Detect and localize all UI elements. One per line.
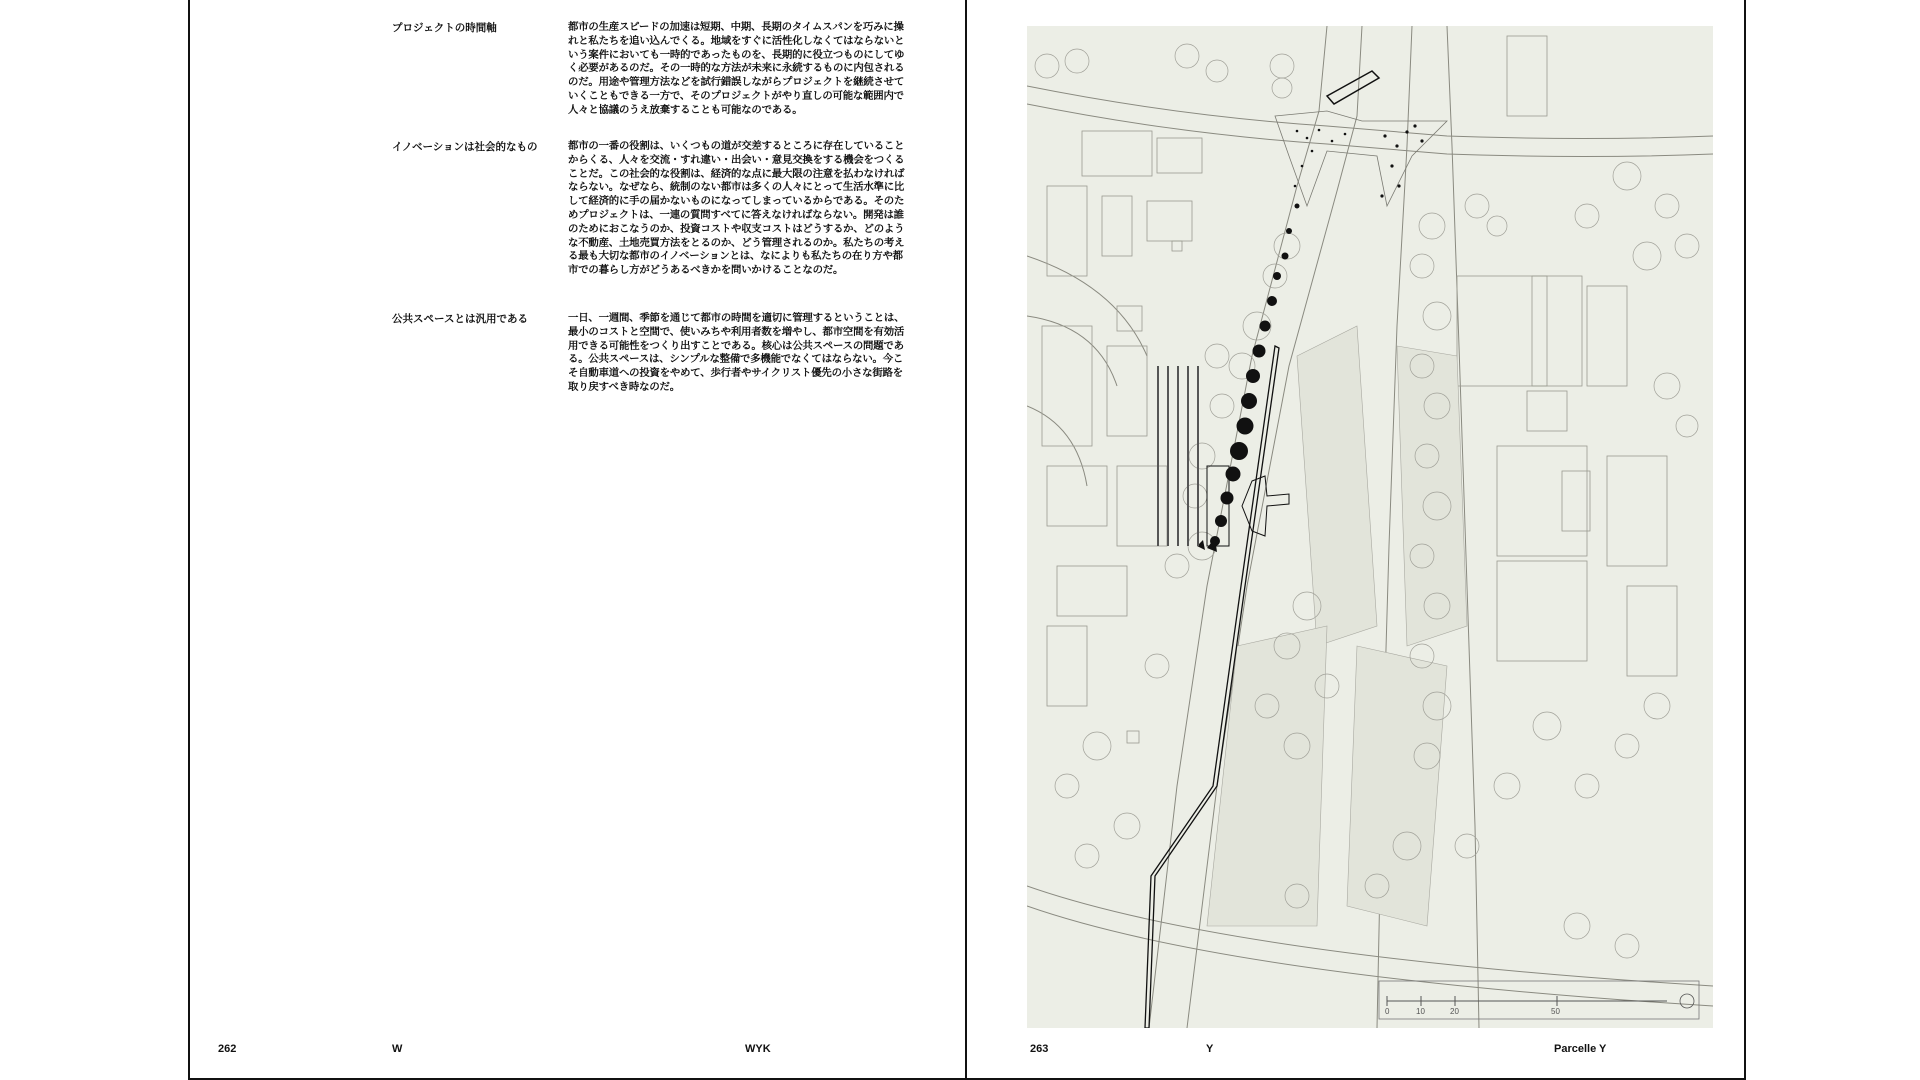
parking-rows (1157, 366, 1199, 546)
plaza-outline (1275, 111, 1447, 206)
section-body: 都市の生産スピードの加速は短期、中期、長期のタイムスパンを巧みに操れと私たちを追い込んでくる。地域をすぐに活性化しなくてはならないという案件においても一時的であったものを、長期的に役立つものにしてゆく必要があるのだ。その一時的な方法が未来に永続するものに内包されるのだ。用途や管理方法などを試行錯誤しながらプロジェクトを継続させていくこともできる一方で、そのプロジェクトがやり直しの可能な範囲内で人々と協議のうえ放棄することも可能なのである。 (568, 21, 905, 116)
left-footer-letter: W (392, 1043, 403, 1055)
boulevard-plantings (1197, 204, 1300, 553)
right-footer-title: Parcelle Y (1554, 1043, 1607, 1055)
page-gutter (965, 0, 967, 1080)
scale-bar (1379, 981, 1699, 1019)
section-heading: プロジェクトの時間軸 (392, 22, 497, 34)
scale-label-50: 50 (1551, 1007, 1560, 1016)
section-heading: 公共スペースとは汎用である (392, 313, 528, 325)
north-arrow-icon (1680, 994, 1694, 1008)
section-body: 都市の一番の役割は、いくつもの道が交差するところに存在していることからくる、人々を交流・すれ違い・出会い・意見交換をする機会をつくることだ。この社会的な役割は、経済的な点に最大限の注意を払わなければならない。なぜなら、統制のない都市は多くの人々にとって生活水準に比して経済的に手の届かないものになってしまっているからである。そのためプロジェクトは、一連の質問すべてに答えなければならない。開発は誰のためにおこなうのか、投資コストや収支コストはどうするか、どのような不動産、土地売買方法をとるのか、どう管理されるのか。私たちの考える最も大切な都市のイノベーションとは、なによりも私たちの在り方や都市での暮らし方がどうあるべきかを問いかけることなのだ。 (568, 140, 905, 277)
left-page-number: 262 (218, 1043, 237, 1055)
green-areas (1207, 326, 1467, 926)
right-footer-letter: Y (1206, 1043, 1214, 1055)
right-page-number: 263 (1030, 1043, 1049, 1055)
site-plan-drawing (1027, 26, 1713, 1028)
plaza-dots (1294, 124, 1424, 197)
section-body: 一日、一週間、季節を通じて都市の時間を適切に管理するということは、最小のコストと空間で、使いみちや利用者数を増やし、都市空間を有効活用できる可能性をつくり出すことである。核心は公共スペースの問題である。公共スペースは、シンプルな整備で多機能でなくてはならない。今こそ自動車道への投資をやめて、歩行者やサイクリスト優先の小さな街路を取り戻すべき時なのだ。 (568, 312, 905, 393)
scale-label-20: 20 (1450, 1007, 1459, 1016)
section-heading: イノベーションは社会的なもの (392, 141, 538, 153)
pavilion-outline (1327, 71, 1379, 104)
left-footer-title: WYK (745, 1043, 771, 1055)
scale-label-10: 10 (1416, 1007, 1425, 1016)
site-plan-map (1027, 26, 1713, 1028)
scale-label-0: 0 (1385, 1007, 1390, 1016)
